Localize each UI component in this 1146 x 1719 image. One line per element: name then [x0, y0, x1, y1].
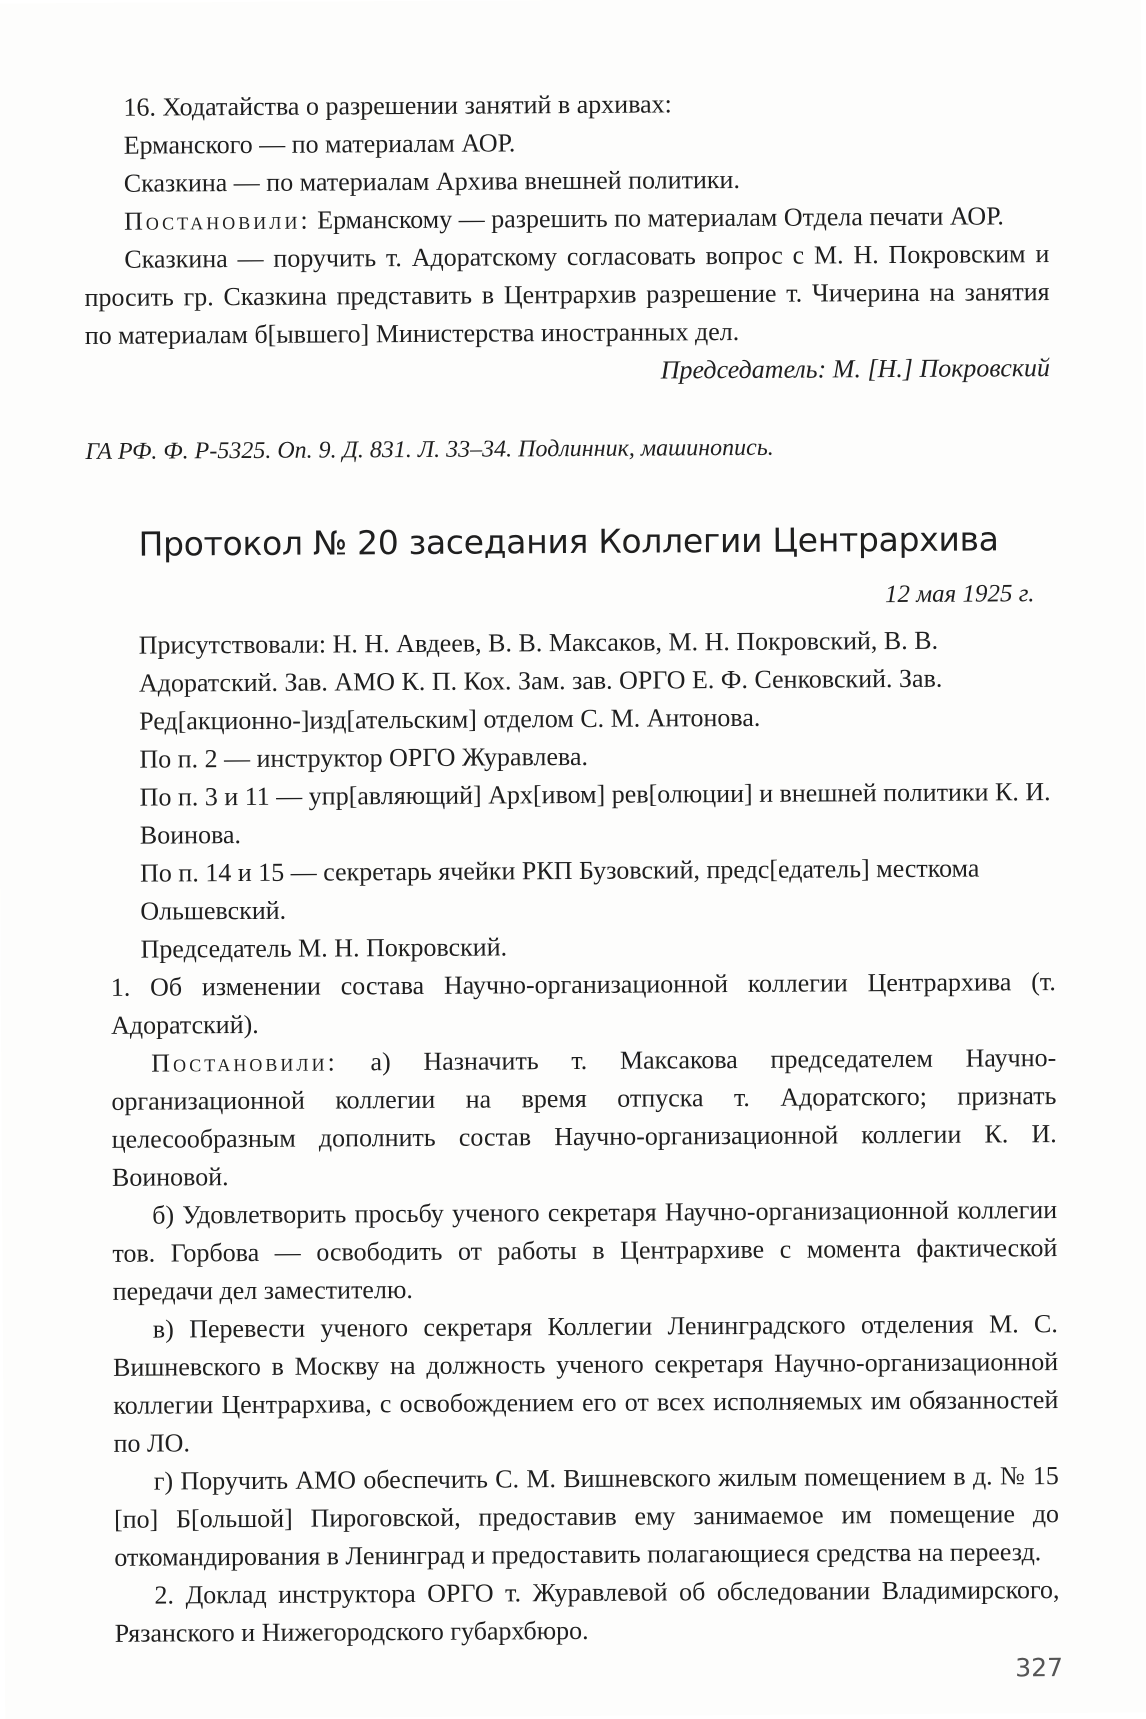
item1-resolution-g: г) Поручить АМО обеспечить С. М. Вишневского жилым помещением в д. № 15 [по] Б[ольшой] Пироговской, предоставив ему занимаемое им помещение до откомандирования в Ленинград и предоставить полагающиеся средства на переезд. [113, 1461, 1060, 1572]
item16-line1: Ерманского — по материалам АОР. [123, 128, 516, 160]
resolved-text: Ерманскому — разрешить по материалам Отдела печати АОР. [310, 201, 1004, 235]
attendance-section [139, 621, 1056, 969]
item16-title: 16. Ходатайства о разрешении занятий в архивах: [123, 89, 672, 122]
attendance-present: Присутствовали: Н. Н. Авдеев, В. В. Максаков, М. Н. Покровский, В. В. Адоратский. Зав. АМО К. П. Кох. Зам. зав. ОРГО Е. Ф. Сенковский. Зав. Ред[акционно-]изд[ательским] отделом С. М. Антонова. [138, 625, 943, 736]
item16-resolution [84, 197, 1049, 241]
resolved-label: Постановили: [124, 205, 311, 236]
protocol-heading: Протокол № 20 заседания Коллегии Центрархива [138, 519, 999, 564]
item1-resolution-a [111, 1039, 1057, 1197]
resolution-a-text: а) Назначить т. Максакова председателем Научно-организационной коллегии на время отпуска т. Адоратского; признать целесообразным дополнить состав Научно-организационной коллегии К. И. Воиновой. [111, 1043, 1057, 1192]
item1-title: 1. Об изменении состава Научно-организационной коллегии Центрархива (т. Адоратский). [110, 967, 1056, 1040]
protocol-date: 12 мая 1925 г. [884, 580, 1035, 609]
top-section [83, 83, 1050, 393]
attendance-item14-15: По п. 14 и 15 — секретарь ячейки РКП Бузовский, предс[едатель] месткома Ольшевский. [139, 853, 980, 926]
item1-resolution-b: б) Удовлетворить просьбу ученого секретаря Научно-организационной коллегии тов. Горбова — освободить от работы в Центрархиве с момента фактической передачи дел заместителю. [112, 1195, 1058, 1306]
page-number: 327 [1015, 1653, 1064, 1683]
resolved-label: Постановили: [151, 1047, 338, 1078]
attendance-item3-11: По п. 3 и 11 — упр[авляющий] Арх[ивом] рев[олюции] и внешней политики К. И. Воинова. [139, 777, 1051, 850]
attendance-chairman: Председатель М. Н. Покровский. [140, 932, 508, 964]
item16-line2: Сказкина — по материалам Архива внешней политики. [123, 164, 741, 198]
attendance-item2: По п. 2 — инструктор ОРГО Журавлева. [139, 741, 589, 774]
chairman-signature: Председатель: М. [Н.] Покровский [660, 353, 1051, 385]
item2-title: 2. Доклад инструктора ОРГО т. Журавлевой об обследовании Владимирского, Рязанского и Нижегородского губархбюро. [114, 1575, 1060, 1648]
skazkin-resolution: Сказкина — поручить т. Адоратскому согласовать вопрос с М. Н. Покровским и просить гр. Сказкина представить в Центрархив разрешение т. Чичерина на занятия по материалам б[ывшего] Министерства иностранных дел. [84, 239, 1050, 350]
resolutions-section [111, 963, 1060, 1653]
archival-source: ГА РФ. Ф. Р-5325. Оп. 9. Д. 831. Л. 33–34. Подлинник, машинопись. [85, 434, 774, 465]
item1-resolution-v: в) Перевести ученого секретаря Коллегии Ленинградского отделения М. С. Вишневского в Москву на должность ученого секретаря Научно-организационной коллегии Центрархива, с освобождением его от всех исполняемых им обязанностей по ЛО. [113, 1309, 1059, 1458]
